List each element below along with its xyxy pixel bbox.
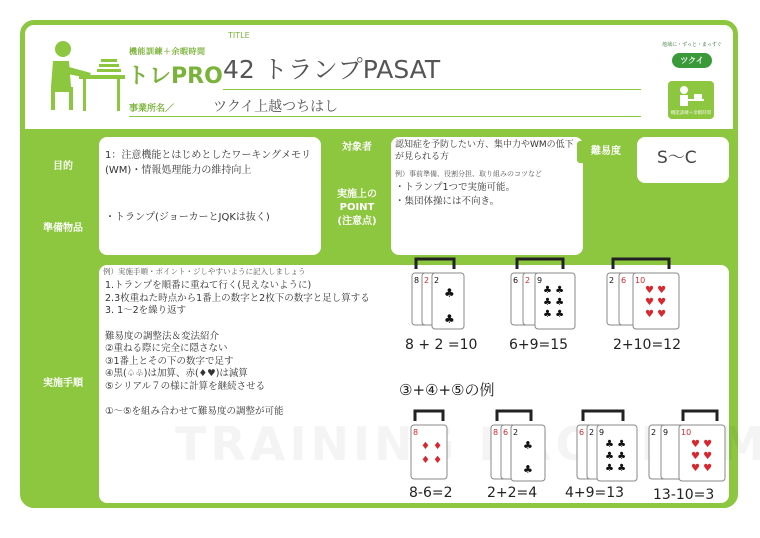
steps-label: 実施手順 xyxy=(33,271,93,497)
equation-1: 8 + 2 =10 xyxy=(405,337,478,353)
svg-text:♣ ♣: ♣ ♣ xyxy=(543,297,565,308)
svg-text:♥ ♥: ♥ ♥ xyxy=(691,451,713,462)
program-badge xyxy=(668,81,714,119)
purpose-label: 目的 xyxy=(33,143,93,191)
svg-text:9: 9 xyxy=(663,428,669,437)
office-name: ツクイ上越つちはし xyxy=(213,99,339,115)
brand-name: トレPRO xyxy=(127,64,223,89)
svg-text:10: 10 xyxy=(681,428,692,437)
svg-text:2: 2 xyxy=(589,428,595,437)
svg-text:♦ ♦: ♦ ♦ xyxy=(421,455,443,466)
svg-text:♣: ♣ xyxy=(523,439,533,452)
svg-text:2: 2 xyxy=(513,428,519,437)
equation-6: 4+9=13 xyxy=(565,485,625,501)
sheet-frame xyxy=(20,20,738,508)
svg-text:♣ ♣: ♣ ♣ xyxy=(605,451,627,462)
svg-text:6: 6 xyxy=(621,276,627,285)
svg-text:9: 9 xyxy=(599,428,605,437)
badge-caption: 機能訓練＋余暇時間 xyxy=(670,111,712,116)
card-stack-icon xyxy=(575,407,641,481)
svg-text:2: 2 xyxy=(525,276,531,285)
difficulty-value: S〜C xyxy=(657,148,697,168)
card-stack-icon xyxy=(410,253,470,329)
svg-text:♥ ♥: ♥ ♥ xyxy=(645,297,667,308)
svg-text:♥ ♥: ♥ ♥ xyxy=(645,309,667,320)
card-stack-icon xyxy=(489,407,549,481)
svg-text:2: 2 xyxy=(609,276,615,285)
purpose-text: 1：注意機能とはじめとしたワーキングメモリ(WM)・情報処理能力の維持向上 xyxy=(105,150,311,176)
svg-text:2: 2 xyxy=(434,276,440,285)
svg-text:♦ ♦: ♦ ♦ xyxy=(421,441,443,452)
svg-text:8: 8 xyxy=(414,276,420,285)
steps-text: 1.トランプを順番に重ねて行く(見えないように) 2.3枚重ねた時点から1番上の数字と2枚下の数字と足し算する 3. 1〜2を繰り返す 難易度の調整法＆変法紹介 ②重ねる際に完全に隠さない ③1番上とその下の数字で足す ④黒(♤♧)は加算、赤(♦♥)は減算 ⑤シリアル７の様に計算を継続させる ①〜⑤を組み合わせて難易度の調整が可能 xyxy=(105,280,370,418)
svg-text:♣: ♣ xyxy=(444,286,455,300)
svg-text:8: 8 xyxy=(493,428,499,437)
svg-text:♥ ♥: ♥ ♥ xyxy=(645,285,667,296)
prep-label: 準備物品 xyxy=(33,203,93,255)
svg-text:♣ ♣: ♣ ♣ xyxy=(543,309,565,320)
header xyxy=(25,25,733,129)
svg-text:2: 2 xyxy=(651,428,657,437)
company-tagline: 地域に・ずっと・まっすぐ xyxy=(662,42,722,48)
person-at-desk-icon xyxy=(39,37,127,113)
equation-7: 13-10=3 xyxy=(653,487,715,503)
point-label: 実施上の POINT (注意点) xyxy=(329,169,385,247)
example-heading: ③+④+⑤の例 xyxy=(399,381,495,399)
point-hint: 例）事前準備、役割分担、取り組みのコツなど xyxy=(395,170,542,178)
svg-text:6: 6 xyxy=(579,428,585,437)
card-stack-icon xyxy=(509,253,581,329)
target-text: 認知症を予防したい方、集中力やWMの低下が見られる方 xyxy=(395,140,574,163)
target-label: 対象者 xyxy=(329,137,385,159)
title-tag: TITLE xyxy=(228,31,250,40)
svg-text:6: 6 xyxy=(503,428,509,437)
office-divider xyxy=(129,116,641,117)
steps-hint: 例）実施手順・ポイント・ジしやすいように記入しましょう xyxy=(103,267,306,276)
svg-text:10: 10 xyxy=(635,276,646,285)
svg-text:♣: ♣ xyxy=(444,312,455,326)
card-stack-icon xyxy=(605,253,685,329)
svg-text:♣ ♣: ♣ ♣ xyxy=(605,439,627,450)
title-divider xyxy=(223,89,641,90)
svg-text:2: 2 xyxy=(424,276,430,285)
svg-text:♣ ♣: ♣ ♣ xyxy=(543,285,565,296)
equation-5: 2+2=4 xyxy=(487,485,538,501)
card-stack-icon xyxy=(409,407,451,481)
svg-text:8: 8 xyxy=(413,428,419,437)
equation-3: 2+10=12 xyxy=(613,337,681,353)
equation-4: 8-6=2 xyxy=(409,485,453,501)
svg-text:♥ ♥: ♥ ♥ xyxy=(691,463,713,474)
svg-text:♣ ♣: ♣ ♣ xyxy=(605,463,627,474)
card-stack-icon xyxy=(647,407,731,481)
svg-text:♣: ♣ xyxy=(523,463,533,476)
company-logo xyxy=(661,41,723,71)
office-label: 事業所名／ xyxy=(129,104,175,114)
svg-text:9: 9 xyxy=(537,276,543,285)
company-name: ツクイ xyxy=(672,53,712,68)
equation-2: 6+9=15 xyxy=(509,337,569,353)
difficulty-label: 難易度 xyxy=(577,141,635,163)
point-items: ・トランプ1つで実施可能。 ・集団体操には不向き。 xyxy=(395,182,516,207)
prep-text: ・トランプ(ジョーカーとJQKは抜く) xyxy=(105,212,270,223)
brand-subtitle: 機能訓練＋余暇時間 xyxy=(129,47,206,56)
page-title: 42 トランプPASAT xyxy=(223,55,441,84)
svg-text:6: 6 xyxy=(513,276,519,285)
content-area xyxy=(25,129,733,508)
svg-text:♥ ♥: ♥ ♥ xyxy=(691,439,713,450)
